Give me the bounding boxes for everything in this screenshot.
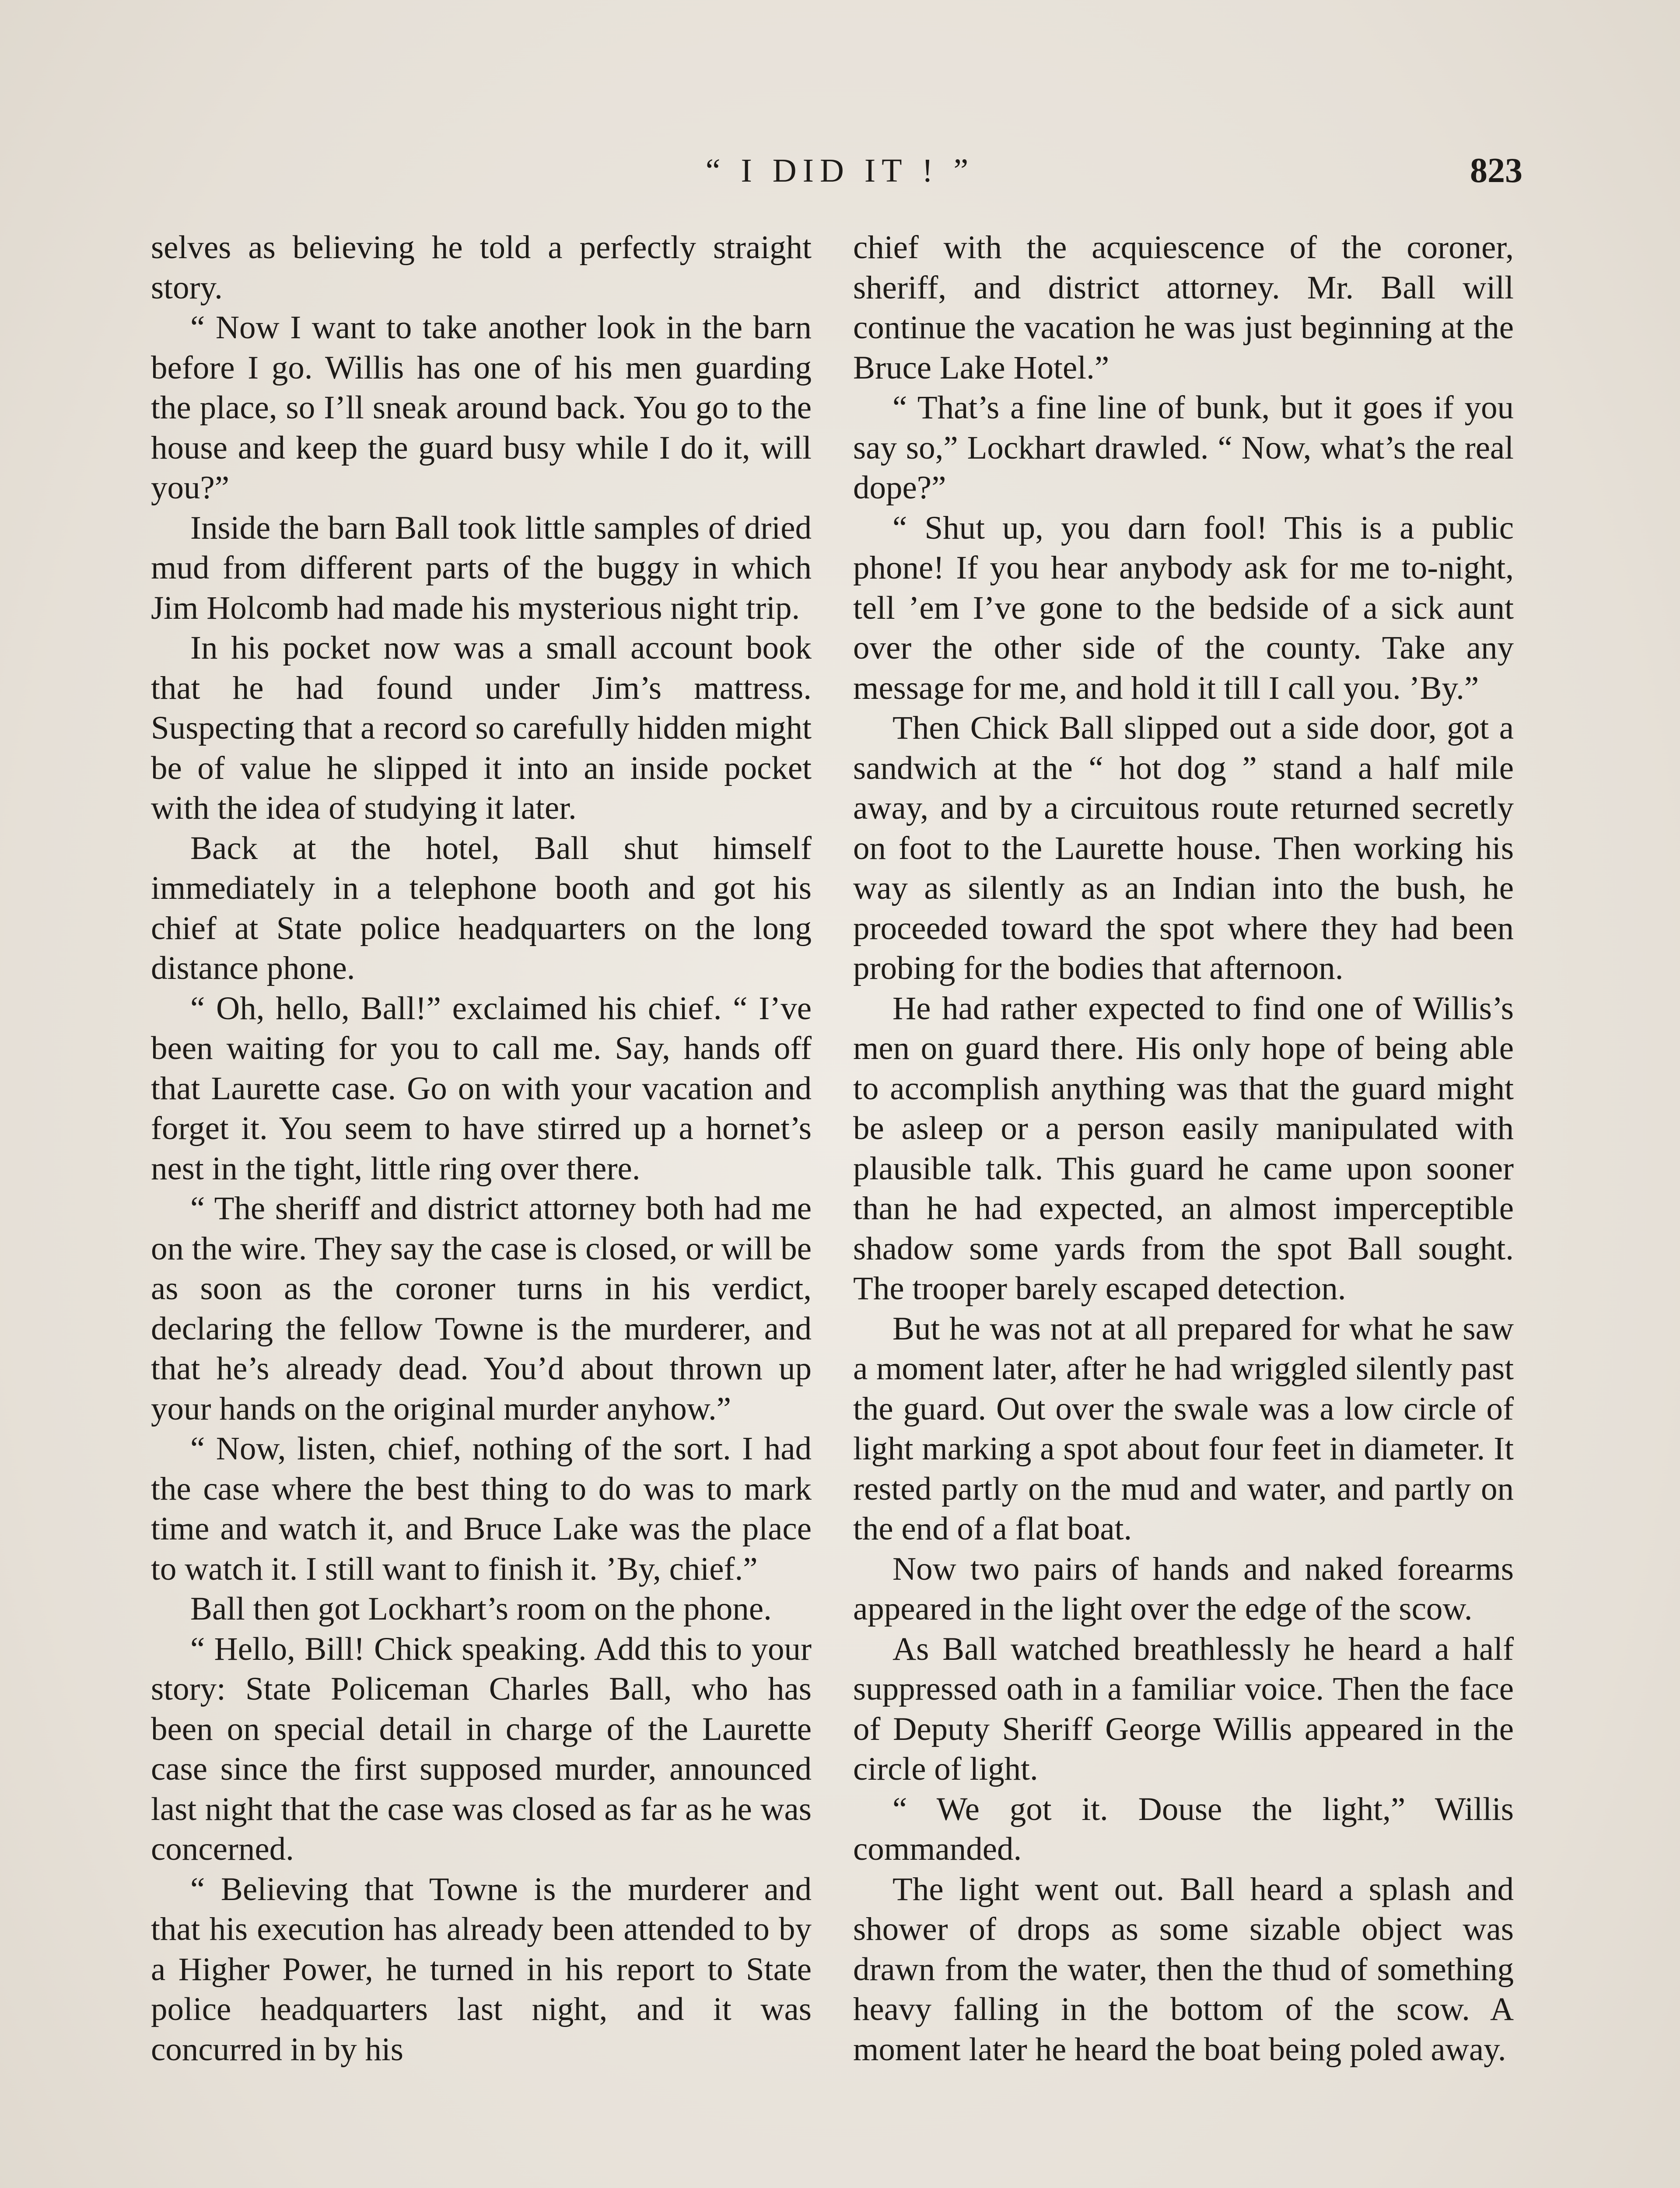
paragraph: Inside the barn Ball took little samples of dried mud from different parts of the buggy in which Jim Holcomb had made his mysterious night trip. bbox=[151, 509, 812, 626]
paragraph: “ The sheriff and district attorney both had me on the wire. They say the case is closed, or will be as soon as the coroner turns in his verdict, declaring the fellow Towne is the murderer, and that he’s already dead. You’d about thrown up your hands on the original murder anyhow.” bbox=[151, 1190, 812, 1427]
paragraph: In his pocket now was a small account book that he had found under Jim’s mattress. Suspecting that a record so carefully hidden might be of value he slipped it into an inside pocket with the idea of studying it later. bbox=[151, 630, 812, 826]
right-column bbox=[853, 228, 1514, 2069]
paragraph: “ Hello, Bill! Chick speaking. Add this to your story: State Policeman Charles Ball, who has been on special detail in charge of the Laurette case since the first supposed murder, announced last night that the case was closed as far as he was concerned. bbox=[151, 1630, 812, 1867]
paragraph: “ Now, listen, chief, nothing of the sort. I had the case where the best thing to do was to mark time and watch it, and Bruce Lake was the place to watch it. I still want to finish it. ’By, chief.” bbox=[151, 1431, 812, 1587]
paragraph: As Ball watched breathlessly he heard a half suppressed oath in a familiar voice. Then the face of Deputy Sheriff George Willis appeared in the circle of light. bbox=[853, 1630, 1514, 1787]
running-head-title: “ I DID IT ! ” bbox=[705, 152, 975, 189]
paragraph: But he was not at all prepared for what he saw a moment later, after he had wriggled silently past the guard. Out over the swale was a low circle of light marking a spot about four feet in diameter. It rested partly on the mud and water, and partly on the end of a flat boat. bbox=[853, 1310, 1514, 1547]
paragraph: “ We got it. Douse the light,” Willis commanded. bbox=[853, 1791, 1514, 1867]
paragraph: Then Chick Ball slipped out a side door, got a sandwich at the “ hot dog ” stand a half mile away, and by a circuitous route returned secretly on foot to the Laurette house. Then working his way as silently as an Indian into the bush, he proceeded toward the spot where they had been probing for the bodies that afternoon. bbox=[853, 710, 1514, 986]
paragraph: “ Oh, hello, Ball!” exclaimed his chief. “ I’ve been waiting for you to call me. Say, hands off that Laurette case. Go on with your vacation and forget it. You seem to have stirred up a hornet’s nest in the tight, little ring over there. bbox=[151, 990, 812, 1187]
paragraph: “ Now I want to take another look in the barn before I go. Willis has one of his men guarding the place, so I’ll sneak around back. You go to the house and keep the guard busy while I do it, will you?” bbox=[151, 309, 812, 506]
running-head bbox=[0, 144, 1680, 197]
paragraph: Ball then got Lockhart’s room on the phone. bbox=[190, 1591, 772, 1627]
left-column bbox=[151, 228, 812, 2069]
paragraph: The light went out. Ball heard a splash and shower of drops as some sizable object was drawn from the water, then the thud of something heavy falling in the bottom of the scow. A moment later he heard the boat being poled away. bbox=[853, 1871, 1514, 2068]
page-number: 823 bbox=[1470, 151, 1522, 190]
paragraph: Back at the hotel, Ball shut himself immediately in a telephone booth and got his chief at State police headquarters on the long distance phone. bbox=[151, 830, 812, 986]
paragraph: “ That’s a fine line of bunk, but it goes if you say so,” Lockhart drawled. “ Now, what’s the real dope?” bbox=[853, 389, 1514, 506]
paragraph: He had rather expected to find one of Willis’s men on guard there. His only hope of being able to accomplish anything was that the guard might be asleep or a person easily manipulated with plausible talk. This guard he came upon sooner than he had expected, an almost imperceptible shadow some yards from the spot Ball sought. The trooper barely escaped detection. bbox=[853, 990, 1514, 1307]
paragraph: “ Believing that Towne is the murderer and that his execution has already been attended to by a Higher Power, he turned in his report to State police headquarters last night, and it was concurred in by his bbox=[151, 1871, 812, 2068]
paragraph: chief with the acquiescence of the coroner, sheriff, and district attorney. Mr. Ball will continue the vacation he was just beginning at the Bruce Lake Hotel.” bbox=[853, 229, 1514, 386]
paragraph: selves as believing he told a perfectly straight story. bbox=[151, 229, 812, 306]
paragraph: “ Shut up, you darn fool! This is a public phone! If you hear anybody ask for me to-night, tell ’em I’ve gone to the bedside of a sick aunt over the other side of the county. Take any message for me, and hold it till I call you. ’By.” bbox=[853, 509, 1514, 706]
paragraph: Now two pairs of hands and naked forearms appeared in the light over the edge of the scow. bbox=[853, 1550, 1514, 1627]
